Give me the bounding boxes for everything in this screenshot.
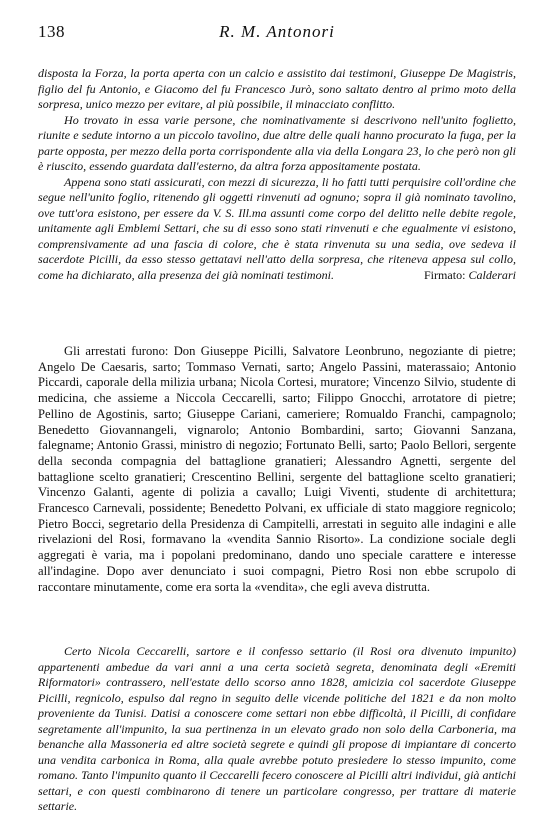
quote-paragraph-1: disposta la Forza, la porta aperta con un calcio e assistito dai testimoni, Giuseppe De Magistris, figlio del fu Antonio, e Giacomo del fu Francesco Jurò, sono saltato dentro al primo moto della sorpresa, unico mezzo per evitare, al più possibile, il minacciato conflitto.: [38, 66, 516, 111]
running-head: R. M. Antonori: [219, 22, 335, 41]
closing-paragraph: Certo Nicola Ceccarelli, sartore e il confesso settario (il Rosi ora divenuto impunito) appartenenti ambedue da vari anni a una certa società segreta, denominata degli «Eremiti Riformatori» contrassero, nell'estate dello scorso anno 1828, amicizia col sacerdote Giuseppe Picilli, regnicolo, espulso dal regno in seguito delle vicende politiche del 1821 e da non molto proveniente da Tunisi. Datisi a conoscere come settari non ebbe difficoltà, il Picilli, di confidare segretamente all'impunito, la sua pertinenza in un elevato grado non solo della Carboneria, ma benanche alla Massoneria ed altre società segrete e quindi gli propose di impiantare di concerto una vendita carbonica in Roma, alla quale avrebbe potuto presiedere lo stesso impunito, come romano. Tanto l'impunito quanto il Ceccarelli fecero conoscere al Picilli altri individui, già antichi settari, e con questi combinarono di tenere un particolare congresso, per trattare di materie settarie.: [38, 644, 516, 813]
quote-paragraph-3: [38, 175, 516, 284]
page-header: [38, 22, 516, 44]
quote-paragraph-2: Ho trovato in essa varie persone, che nominativamente si descrivono nell'unito foglietto, riunite e sedute intorno a un piccolo tavolino, due altre delle quali hanno procurato la fuga, per la parte opposta, per mezzo della porta corrispondente alla via della Longara 23, lo che però non gli è riuscito, essendo guardata dall'esterno, da altra forza appositamente postata.: [38, 112, 516, 173]
closing-quote: [38, 644, 516, 815]
arrested-list-paragraph: Gli arrestati furono: Don Giuseppe Picilli, Salvatore Leonbruno, negoziante di pietre; Angelo De Caesaris, sarto; Tommaso Vernati, sarto; Angelo Passini, materassaio; Antonio Piccardi, caporale della milizia urbana; Nicola Cortesi, muratore; Vincenzo Silvio, studente di medicina, che assieme a Niccola Ceccarelli, sarto; Filippo Gnocchi, arrotatore di pietre; Pellino de Agostinis, sarto; Giuseppe Cariani, cameriere; Romualdo Franchi, campagnolo; Benedetto Giovannangeli, vignarolo; Antonio Bombardini, sarto; Giovanni Sanzana, falegname; Antonio Grassi, ministro di negozio; Fortunato Belli, sarto; Paolo Bellori, sergente della seconda compagnia del battaglione granatieri; Alessandro Agnetti, sergente del battaglione scelto granatieri; Crescentino Bellini, sergente del battaglione scelto granatieri; Vincenzo Galanti, agente di polizia a cavallo; Luigi Viventi, studente di architettura; Francesco Carnevali, possidente; Benedetto Polvani, ex ufficiale di stato maggiore regnicolo; Pietro Bocci, segretario della Presidenza di Campitelli, arrestati in seguito alle indagini e alle rivelazioni del Rosi, formavano la «vendita Sannio Risorto». La condizione sociale degli aggregati è varia, ma i popolani predominano, dando uno speciale carattere e interesse all'indagine. Dopo aver denunciato i suoi compagni, Pietro Rosi non ebbe scrupolo di raccontare minutamente, come era sorta la «vendita», che egli aveva distrutta.: [38, 344, 516, 594]
quoted-report: [38, 66, 516, 283]
quote-paragraph-3-text: Appena sono stati assicurati, con mezzi di sicurezza, li ho fatti tutti perquisire coll'ordine che segue nell'unito foglio, ritenendo gli oggetti rinvenuti ad ognuno; sopra il già nominato tavolino, ove tutt'ora esistono, per essere da V. S. Ill.ma assunti come corpo del delitto nelle debite regole, unitamente agli Emblemi Settari, che su di esso sono stati rinvenuti e che egualmente vi esistono, comprensivamente ad una fascia di colore, che è stata rinvenuta su una sedia, ove sedeva il sacerdote Picilli, da esso stesso gettatavi nell'atto della sorpresa, che riteneva appesa sul collo, come ha dichiarato, alla presenza dei già nominati testimoni.: [38, 174, 516, 282]
signature-label: Firmato:: [423, 267, 466, 282]
main-text: [38, 344, 516, 595]
signature-name: Calderari: [468, 267, 516, 282]
signature: [398, 268, 516, 284]
page-number: 138: [38, 22, 65, 41]
